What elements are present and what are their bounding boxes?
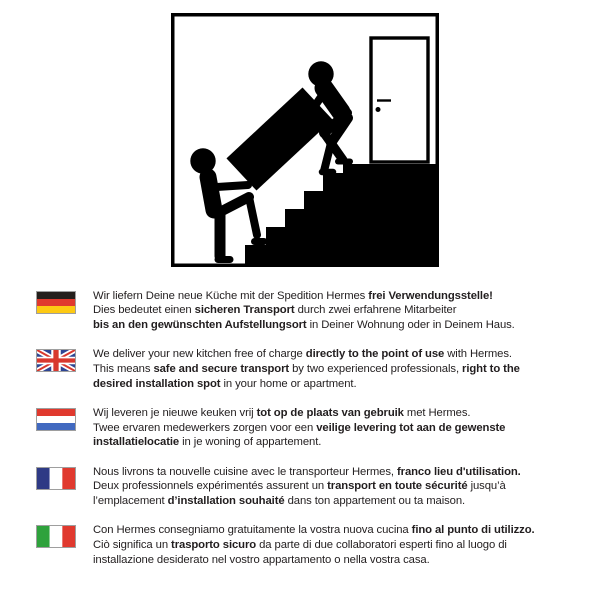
text-line: Ciò significa un trasporto sicuro da parte di due collaboratori esperti fino al luogo di: [93, 539, 507, 551]
language-text-english: [93, 347, 520, 391]
language-section-dutch: [36, 406, 505, 450]
text-line: installatielocatie in je woning of appartement.: [93, 436, 322, 449]
door-icon: [371, 38, 428, 162]
text-line: Deux professionnels expérimentés assurent un transport en toute sécurité jusqu’à: [93, 480, 506, 493]
language-text-german: [93, 289, 515, 333]
text-line: Twee ervaren medewerkers zorgen voor een veilige levering tot aan de gewenste: [93, 421, 506, 434]
text-line: Dies bedeutet einen sicheren Transport durch zwei erfahrene Mitarbeiter: [93, 304, 457, 317]
language-text-italian: [93, 523, 535, 567]
text-line: Wij leveren je nieuwe keuken vrij tot op de plaats van gebruik met Hermes.: [93, 406, 471, 419]
language-section-italian: [36, 523, 535, 567]
text-line: Con Hermes consegniamo gratuitamente la vostra nuova cucina fino al punto di utilizzo.: [93, 524, 535, 537]
italy-flag: [36, 525, 76, 548]
netherlands-flag: [36, 408, 76, 431]
language-section-english: [36, 347, 520, 391]
text-line: We deliver your new kitchen free of charge directly to the point of use with Hermes.: [93, 348, 512, 361]
language-text-dutch: [93, 406, 505, 450]
germany-flag: [36, 291, 76, 314]
united-kingdom-flag: [36, 349, 76, 372]
movers-pictogram: [171, 13, 439, 267]
text-line: bis an den gewünschten Aufstellungsort in Deiner Wohnung oder in Deinem Haus.: [93, 318, 515, 331]
text-line: Wir liefern Deine neue Küche mit der Spedition Hermes frei Verwendungsstelle!: [93, 289, 493, 302]
movers-carrying-box-upstairs-icon: [171, 13, 439, 267]
language-section-german: [36, 289, 515, 333]
france-flag: [36, 467, 76, 490]
language-text-french: [93, 465, 521, 509]
text-line: This means safe and secure transport by two experienced professionals, right to the: [93, 362, 520, 375]
text-line: desired installation spot in your home or apartment.: [93, 377, 357, 390]
text-line: installazione desiderato nel vostro appartamento o nella vostra casa.: [93, 553, 430, 566]
text-line: Nous livrons ta nouvelle cuisine avec le transporteur Hermes, franco lieu d'utilisation.: [93, 465, 521, 478]
text-line: l’emplacement d’installation souhaité dans ton appartement ou ta maison.: [93, 495, 466, 507]
language-section-french: [36, 465, 521, 509]
